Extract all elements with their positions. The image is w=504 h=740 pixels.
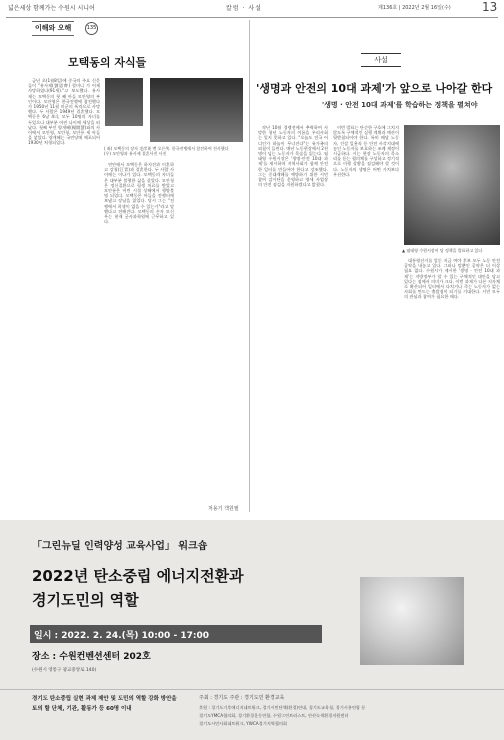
editorial-body-col3: 대통령선거를 앞둔 지금 여야 후보 모두 노동 안전 공약을 내놓고 있다. 그러나 말뿐인 공약은 더 이상 필요 없다. 수원시가 제시한 '생명 · 안전 10대 과제'는 지방정부가 할 수 있는 구체적인 대안을 담고 있다는 점에서 의미가 크다. 이번 과제가 다른 지자체로 확산되어 일터에서 다치거나 죽는 노동자가 없는 사회를 만드는 출발점이 되기를 기대한다. 시민 모두의 관심과 참여가 필요한 때다. (404, 258, 500, 300)
header-rule (6, 17, 498, 18)
feature-photo-left (105, 78, 143, 126)
ad-globe-image (360, 577, 464, 665)
ad-address: (수원시 영통구 광교중앙로 140) (32, 668, 97, 673)
ad-sponsor-line2: 경기도YMCA협의회, 경기환경운동연합, 수원그린트러스트, 안산녹색환경지원센터 (199, 713, 349, 718)
ad-organizer: 주최 : 경기도 주관 : 경기도민 환경교육 (199, 695, 285, 701)
ad-target-line1: 경기도 탄소중립 실현 과제 제안 및 도민의 역할 강화 방안을 (32, 696, 177, 702)
column-divider (249, 20, 250, 512)
feature-author: 처용기 객원필 (208, 506, 239, 512)
section-label: 칼럼 · 사설 (226, 5, 262, 12)
feature-title: 모택동의 자식들 (68, 56, 147, 69)
ad-sponsor-line1: 후원 : 경기도기후에너지네트워크, 경기시민단체(환경)연대, 경기도교육청, 경기시흥연합 등 (199, 705, 366, 710)
issue-info: 제136호 | 2022년 2월 16일(수) (378, 5, 451, 11)
editorial-tag: 사설 (361, 53, 401, 67)
feature-body-col1: 금년 초(1월8일)에 중국의 주요 신문들이 "유사제(劉思齊) 할머니 가 어제 사망하였다(91세)."고 보도했다. 유사제는 모택동의 첫 째 아들 모안영의 부인이다. 모안영은 한국전쟁에 참전했다가 1950년 11월 미군의 폭격으로 사망했다. 두 사람은 1949년 결혼했다. 모택동은 6남 4녀, 모두 10명의 자녀를 두었으나 대부분 어린 나이에 세상을 떠났다. 첫째 부인 양개혜(楊開慧)와의 사이에서 모안영, 모안청, 모안룡 세 아들을 낳았다. 양개혜는 국민당에 체포되어 1930년 처형되었다. (28, 78, 100, 146)
feature-photo-right (150, 78, 243, 142)
ad-target-line2: 토의 할 단체, 기관, 활동가 등 60명 이내 (32, 706, 132, 712)
ad-title-line2: 경기도민의 역할 (32, 591, 139, 609)
ad-heading: 「그린뉴딜 인력양성 교육사업」 워크숍 (32, 541, 208, 552)
ad-divider (0, 689, 504, 690)
column-name: 이해와 오해 (32, 21, 74, 36)
masthead: 넓은세상 함께가는 수원시 시니어 (8, 5, 95, 12)
editorial-photo (404, 125, 500, 245)
ad-title-line1: 2022년 탄소중립 에너지전환과 (32, 567, 244, 585)
ad-sponsor-line3: 경기도시민사회네트워크, YWCA경기지역협의회 (199, 721, 287, 726)
editorial-body-col1: 작년 10월 경쟁전에서 추락하여 사망한 청년 노동자의 이름을 우리사회는 잊지 못하고 있다. "오늘도 전국 어디인가 하늘이 무너진다"는 유가족의 외침이 들린다. 매년 노동현장에서 2천명이 넘는 노동자가 목숨을 잃는다. 염태영 수원시장은 '생명·안전 10대 과제'를 제시하며 지역사회가 함께 안전한 일터를 만들어야 한다고 강조했다. 그는 중대재해를 예방하기 위한 시민 참여 감시단을 운영하고 영세 사업장의 안전 점검을 지원하겠다고 밝혔다. (258, 125, 328, 188)
feature-body-col2: 연안에서 모택동은 하자진과 이혼하고 강청(江青)과 결혼한다. 두 사람 사이에는 이나가 있다. 모택동의 자녀들은 대부분 불행한 삶을 살았다. 모안청은 정신질환으로 평생 치료를 받았고 모안룡은 어린 시절 상해에서 행방불명 되었다. 모택동은 아들을 전쟁터에 보냈고 장남을 잃었다. 당시 그는 "전쟁에서 희생이 없을 수 있는가"라고 말했다고 전해진다. 모택동의 손자 모신우는 현재 군사과학원에 근무하고 있다. (104, 162, 174, 225)
editorial-subtitle: '생명 · 안전 10대 과제'를 학습하는 정책을 펼쳐야 (322, 101, 478, 109)
feature-photo-caption: ( 좌) 모택동의 장자 毛岸英 맨 오른쪽. 한국전쟁에서 참전하여 전사했다 (우) 모안영과 유사제 결혼사진 사진 (104, 146, 229, 156)
editorial-photo-caption: ▲ 염태영 수원시장이 당 정책을 발표하고 있다 (402, 248, 483, 253)
editorial-title: '생명과 안전의 10대 과제'가 앞으로 나아갈 한다 (256, 82, 493, 95)
ad-date: 일시 : 2022. 2. 24.(목) 10:00 - 17:00 (34, 631, 209, 641)
editorial-body-col2: 이번 발표는 단순한 구호에 그치지 않도록 구체적인 실행 계획과 예산이 뒷받침되어야 한다. 특히 배달 노동자, 건설 일용직 등 안전 사각지대에 놓인 노동자를 보호하는 조례 제정이 시급하다. 시는 현장 노동자의 목소리를 듣는 협의체를 구성하고 정기적으로 이행 상황을 점검해야 할 것이다. 노동자의 생명은 어떤 가치보다 우선한다. (333, 125, 399, 177)
ad-place: 장소 : 수원컨벤션센터 202호 (32, 652, 151, 662)
column-number: 135 (85, 22, 98, 35)
feature-body-col1b (28, 160, 100, 504)
page-number: 13 (482, 0, 498, 14)
